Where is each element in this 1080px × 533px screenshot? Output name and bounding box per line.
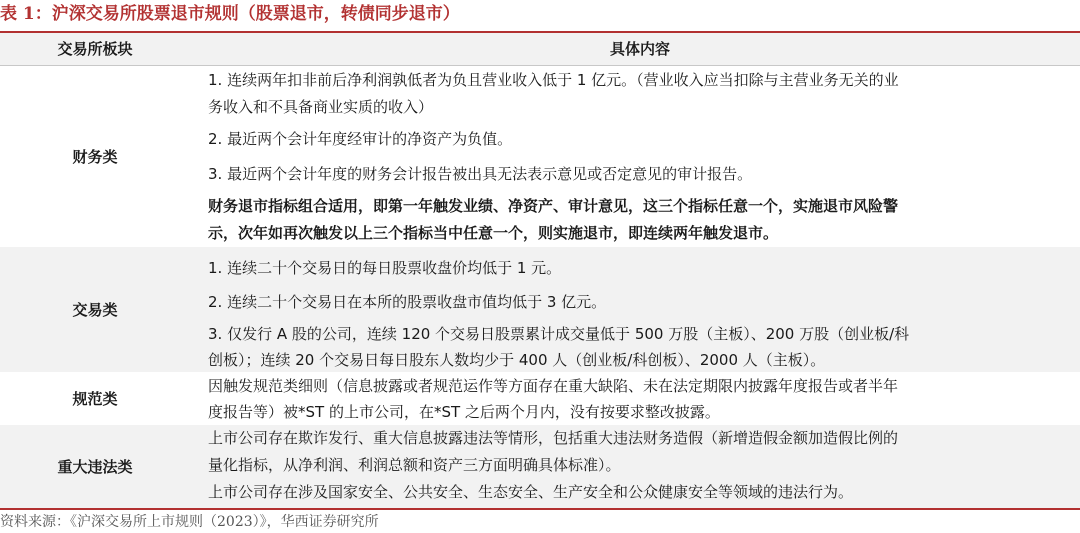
category-cell: 财务类	[72, 148, 118, 166]
source-note: 资料来源：《沪深交易所上市规则（2023）》，华西证券研究所	[0, 514, 379, 530]
content-line: 务收入和不具备商业实质的收入）	[208, 98, 434, 116]
header-col-board: 交易所板块	[57, 40, 133, 58]
content-line: 2. 连续二十个交易日在本所的股票收盘市值均低于 3 亿元。	[208, 293, 607, 311]
content-line: 3. 仅发行 A 股的公司，连续 120 个交易日股票累计成交量低于 500 万股（主板）、200 万股（创业板/科	[208, 325, 910, 343]
content-line: 2. 最近两个会计年度经审计的净资产为负值。	[208, 130, 513, 148]
content-line: 3. 最近两个会计年度的财务会计报告被出具无法表示意见或否定意见的审计报告。	[208, 165, 753, 183]
category-cell: 交易类	[72, 301, 118, 319]
table-row-trading	[0, 247, 1080, 372]
content-line-emphasis: 财务退市指标组合适用，即第一年触发业绩、净资产、审计意见，这三个指标任意一个，实施退市风险警	[208, 197, 899, 215]
content-line-emphasis: 示，次年如再次触发以上三个指标当中任意一个，则实施退市，即连续两年触发退市。	[208, 224, 779, 242]
content-cell	[208, 425, 1076, 508]
content-line: 量化指标，从净利润、利润总额和资产三方面明确具体标准）。	[208, 456, 621, 474]
category-cell: 重大违法类	[57, 458, 133, 476]
content-cell	[208, 372, 1076, 425]
content-line: 因触发规范类细则（信息披露或者规范运作等方面存在重大缺陷、未在法定期限内披露年度报告或者半年	[208, 377, 899, 395]
header-col-content: 具体内容	[609, 40, 670, 58]
category-cell: 规范类	[72, 390, 118, 408]
table-row-financial	[0, 66, 1080, 247]
content-line: 1. 连续二十个交易日的每日股票收盘价均低于 1 元。	[208, 259, 562, 277]
content-cell	[208, 247, 1076, 372]
table-row-major-violation	[0, 425, 1080, 508]
content-line: 创板）；连续 20 个交易日每日股东人数均少于 400 人（创业板/科创板）、2000 人（主板）。	[208, 351, 826, 369]
table-header	[0, 33, 1080, 66]
content-line: 上市公司存在欺诈发行、重大信息披露违法等情形，包括重大违法财务造假（新增造假金额加造假比例的	[208, 429, 899, 447]
content-cell	[208, 66, 1076, 247]
content-line: 1. 连续两年扣非前后净利润孰低者为负且营业收入低于 1 亿元。（营业收入应当扣除与主营业务无关的业	[208, 71, 899, 89]
table-row-compliance	[0, 372, 1080, 425]
bottom-rule	[0, 508, 1080, 510]
content-line: 度报告等）被*ST 的上市公司，在*ST 之后两个月内，没有按要求整改披露。	[208, 403, 720, 421]
content-line: 上市公司存在涉及国家安全、公共安全、生态安全、生产安全和公众健康安全等领域的违法行为。	[208, 483, 854, 501]
table-title: 表 1：沪深交易所股票退市规则（股票退市，转债同步退市）	[0, 4, 460, 24]
